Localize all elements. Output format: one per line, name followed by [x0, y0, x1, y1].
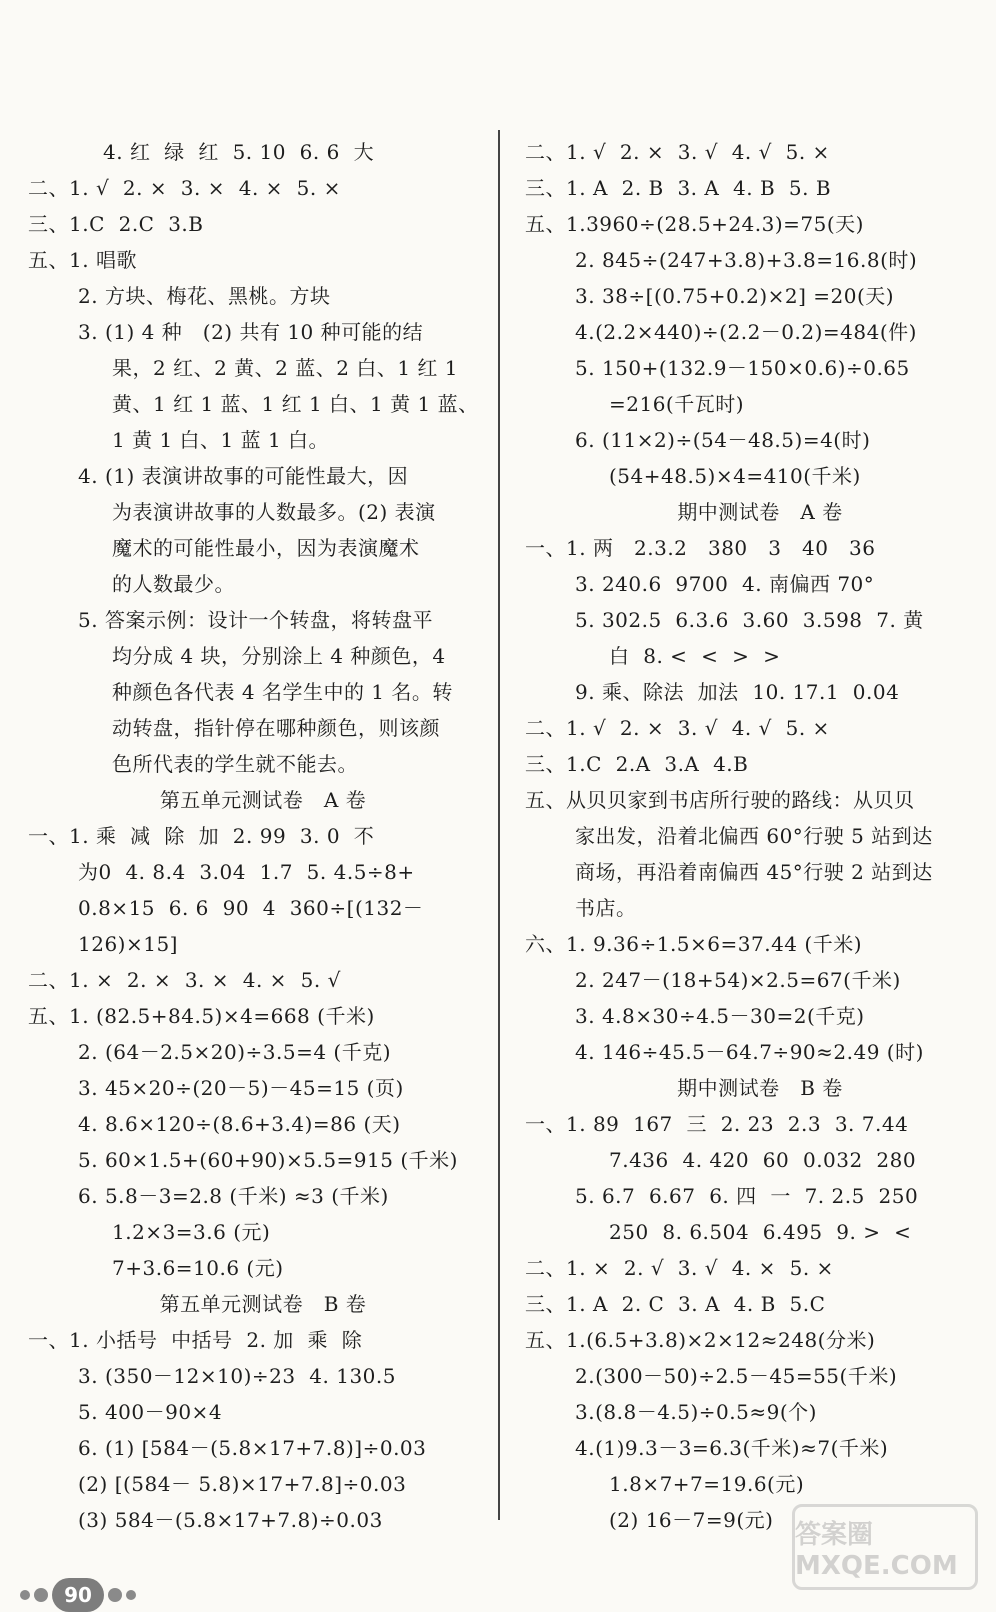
answer-line: 4.(1)9.3－3=6.3(千米)≈7(千米) — [575, 1436, 889, 1460]
answer-line: =216(千瓦时) — [609, 392, 745, 416]
answer-line: 6. (1) [584－(5.8×17+7.8)]÷0.03 — [78, 1436, 427, 1460]
answer-line: 五、1.(6.5+3.8)×2×12≈248(分米) — [525, 1328, 876, 1352]
answer-line: 六、1. 9.36÷1.5×6=37.44 (千米) — [525, 932, 862, 956]
answer-line: 二、1. × 2. × 3. × 4. × 5. √ — [28, 968, 341, 992]
answer-line: 250 8. 6.504 6.495 9. > < — [609, 1220, 912, 1244]
answer-line: 3. (350－12×10)÷23 4. 130.5 — [78, 1364, 396, 1388]
answer-line: 二、1. √ 2. × 3. √ 4. √ 5. × — [525, 716, 830, 740]
answer-line: 4.(2.2×440)÷(2.2－0.2)=484(件) — [575, 320, 917, 344]
answer-line: 7.436 4. 420 60 0.032 280 — [609, 1148, 917, 1172]
answer-line: 5. 302.5 6.3.6 3.60 3.598 7. 黄 — [575, 608, 924, 632]
answer-line: 3. 240.6 9700 4. 南偏西 70° — [575, 572, 875, 596]
answer-line: 二、1. × 2. √ 3. √ 4. × 5. × — [525, 1256, 834, 1280]
section-heading: 期中测试卷 B 卷 — [677, 1076, 843, 1100]
watermark-logo: 答案圈 MXQE.COM — [792, 1504, 978, 1590]
answer-line: 色所代表的学生就不能去。 — [112, 752, 358, 776]
answer-line: 3. 45×20÷(20－5)－45=15 (页) — [78, 1076, 404, 1100]
dot-icon — [126, 1590, 136, 1600]
page-number: 90 — [52, 1578, 104, 1612]
page-number-badge — [20, 1578, 136, 1612]
answer-line: 3. 38÷[(0.75+0.2)×2] =20(天) — [575, 284, 895, 308]
answer-line: 一、1. 两 2.3.2 380 3 40 36 — [525, 536, 876, 560]
answer-line: 4. 红 绿 红 5. 10 6. 6 大 — [103, 140, 375, 164]
answer-line: 4. 8.6×120÷(8.6+3.4)=86 (天) — [78, 1112, 401, 1136]
answer-line: 2. 247－(18+54)×2.5=67(千米) — [575, 968, 901, 992]
section-heading: 第五单元测试卷 B 卷 — [159, 1292, 367, 1316]
answer-line: 5. 150+(132.9－150×0.6)÷0.65 — [575, 356, 910, 380]
answer-line: 0.8×15 6. 6 90 4 360÷[(132－ — [78, 896, 424, 920]
answer-line: 6. 5.8－3=2.8 (千米) ≈3 (千米) — [78, 1184, 389, 1208]
answer-line: 2. 845÷(247+3.8)+3.8=16.8(时) — [575, 248, 918, 272]
answer-line: 为0 4. 8.4 3.04 1.7 5. 4.5÷8+ — [78, 860, 415, 884]
answer-line: 种颜色各代表 4 名学生中的 1 名。转 — [112, 680, 453, 704]
answer-line: 5. 400－90×4 — [78, 1400, 223, 1424]
answer-line: 5. 6.7 6.67 6. 四 一 7. 2.5 250 — [575, 1184, 919, 1208]
answer-line: 家出发，沿着北偏西 60°行驶 5 站到达 — [575, 824, 933, 848]
answer-line: 3. (1) 4 种 (2) 共有 10 种可能的结 — [78, 320, 424, 344]
answer-line: 一、1. 89 167 三 2. 23 2.3 3. 7.44 — [525, 1112, 909, 1136]
answer-line: 4. (1) 表演讲故事的可能性最大，因 — [78, 464, 409, 488]
answer-line: 二、1. √ 2. × 3. × 4. × 5. × — [28, 176, 341, 200]
answer-line: 5. 60×1.5+(60+90)×5.5=915 (千米) — [78, 1148, 458, 1172]
answer-line: 三、1.C 2.A 3.A 4.B — [525, 752, 749, 776]
answer-line: 白 8. < < > > — [609, 644, 781, 668]
answer-line: 三、1.C 2.C 3.B — [28, 212, 204, 236]
answer-line: 2. 方块、梅花、黑桃。方块 — [78, 284, 331, 308]
answer-line: 黄、1 红 1 蓝、1 红 1 白、1 黄 1 蓝、 — [112, 392, 479, 416]
answer-line: 1 黄 1 白、1 蓝 1 白。 — [112, 428, 330, 452]
answer-line: 五、从贝贝家到书店所行驶的路线：从贝贝 — [525, 788, 915, 812]
answer-line: 126)×15] — [78, 932, 178, 956]
section-heading: 期中测试卷 A 卷 — [677, 500, 843, 524]
answer-line: 二、1. √ 2. × 3. √ 4. √ 5. × — [525, 140, 830, 164]
answer-line: (3) 584－(5.8×17+7.8)÷0.03 — [78, 1508, 383, 1532]
answer-line: 动转盘，指针停在哪种颜色，则该颜 — [112, 716, 440, 740]
answer-line: 4. 146÷45.5－64.7÷90≈2.49 (时) — [575, 1040, 924, 1064]
answer-line: 的人数最少。 — [112, 572, 235, 596]
left-column — [28, 134, 498, 1538]
answer-line: 为表演讲故事的人数最多。(2) 表演 — [112, 500, 436, 524]
answer-line: 三、1. A 2. B 3. A 4. B 5. B — [525, 176, 832, 200]
answer-line: 五、1.3960÷(28.5+24.3)=75(天) — [525, 212, 864, 236]
answer-line: (2) 16－7=9(元) — [609, 1508, 774, 1532]
answer-line: 2.(300－50)÷2.5－45=55(千米) — [575, 1364, 898, 1388]
answer-line: 1.8×7+7=19.6(元) — [609, 1472, 805, 1496]
answer-line: 1.2×3=3.6 (元) — [112, 1220, 271, 1244]
answer-line: 商场，再沿着南偏西 45°行驶 2 站到达 — [575, 860, 933, 884]
answer-line: 一、1. 小括号 中括号 2. 加 乘 除 — [28, 1328, 363, 1352]
answer-line: 9. 乘、除法 加法 10. 17.1 0.04 — [575, 680, 900, 704]
answer-line: 五、1. 唱歌 — [28, 248, 137, 272]
section-heading: 第五单元测试卷 A 卷 — [159, 788, 367, 812]
answer-line: 3. 4.8×30÷4.5－30=2(千克) — [575, 1004, 865, 1028]
right-column — [525, 134, 995, 1538]
answer-line: 魔术的可能性最小，因为表演魔术 — [112, 536, 420, 560]
answer-line: 6. (11×2)÷(54－48.5)=4(时) — [575, 428, 871, 452]
answer-line: 3.(8.8－4.5)÷0.5≈9(个) — [575, 1400, 817, 1424]
answer-line: (54+48.5)×4=410(千米) — [609, 464, 861, 488]
answer-line: 果，2 红、2 黄、2 蓝、2 白、1 红 1 — [112, 356, 458, 380]
answer-line: 5. 答案示例：设计一个转盘，将转盘平 — [78, 608, 433, 632]
answer-line: 一、1. 乘 减 除 加 2. 99 3. 0 不 — [28, 824, 375, 848]
dot-icon — [20, 1590, 30, 1600]
column-divider — [498, 130, 500, 1520]
answer-line: 2. (64－2.5×20)÷3.5=4 (千克) — [78, 1040, 392, 1064]
answer-line: 三、1. A 2. C 3. A 4. B 5.C — [525, 1292, 826, 1316]
answer-line: 7+3.6=10.6 (元) — [112, 1256, 284, 1280]
answer-line: 书店。 — [575, 896, 637, 920]
answer-line: (2) [(584－ 5.8)×17+7.8]÷0.03 — [78, 1472, 407, 1496]
answer-line: 均分成 4 块，分别涂上 4 种颜色，4 — [112, 644, 446, 668]
answer-line: 五、1. (82.5+84.5)×4=668 (千米) — [28, 1004, 375, 1028]
